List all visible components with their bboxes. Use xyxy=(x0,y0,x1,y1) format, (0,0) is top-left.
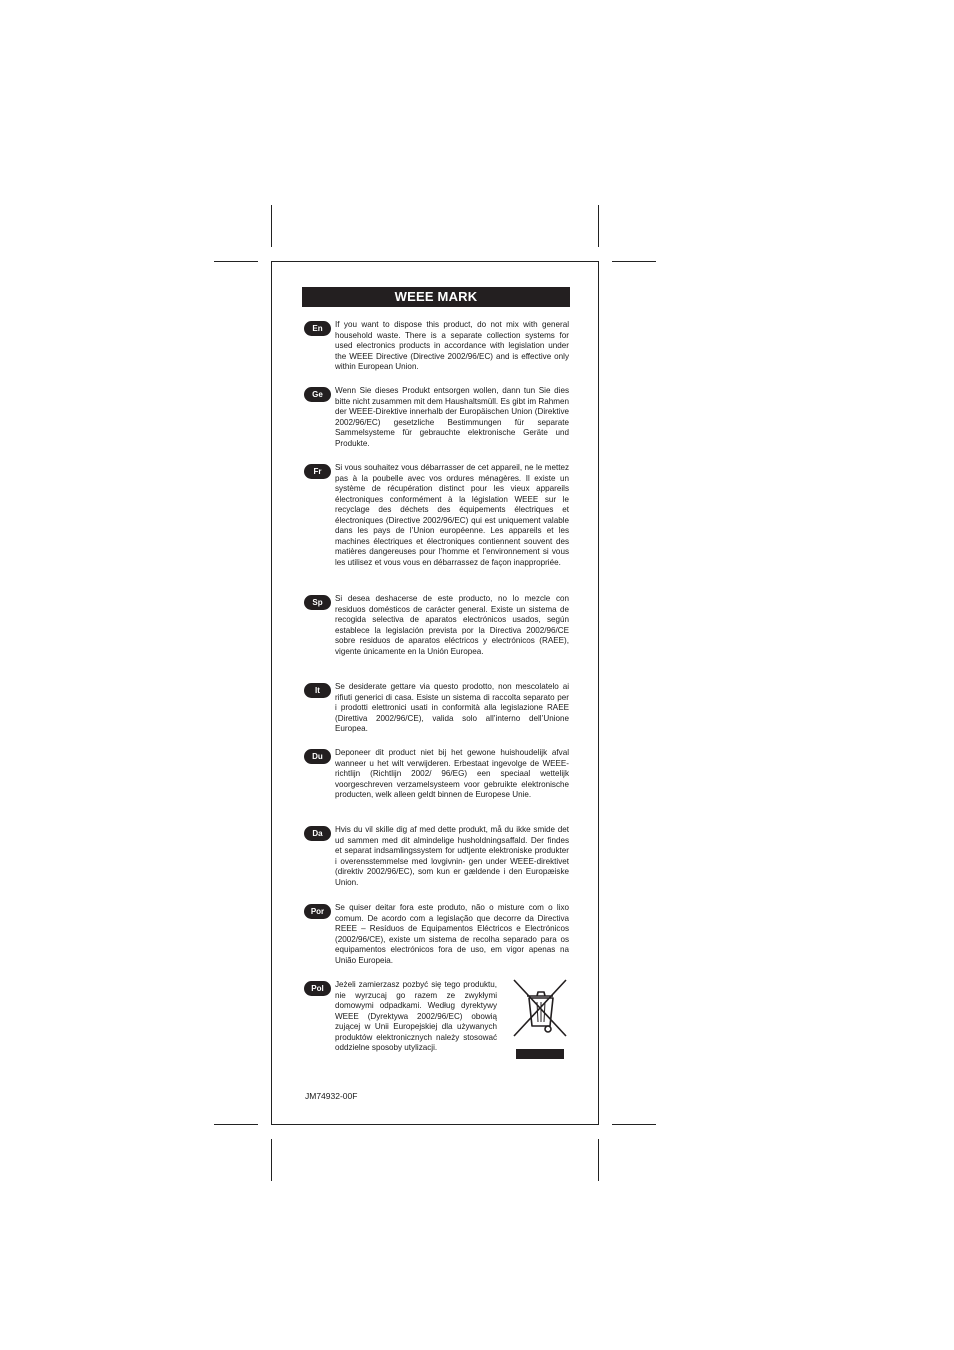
language-badge-por: Por xyxy=(304,904,331,919)
crop-mark-top-right xyxy=(598,205,599,247)
page-title: WEEE MARK xyxy=(302,287,570,307)
crop-mark-top-left xyxy=(271,205,272,247)
document-code: JM74932-00F xyxy=(305,1091,358,1101)
crossed-out-wheeled-bin-icon xyxy=(510,976,570,1066)
language-badge-da: Da xyxy=(304,826,331,841)
leaflet-sheet xyxy=(271,261,599,1125)
section-text-pol: Jeżeli zamierzasz pozbyć się tego produktu, nie wyrzucaj go razem ze zwykłymi domowymi odpadkami. Według dyrektywy WEEE (Dyrektywa 2002/96/EC) obowią zującej w Unii Europejskiej dla używanych produktów elektronicznych należy stosować oddzielne sposoby utylizacji. xyxy=(335,980,497,1052)
language-badge-pol: Pol xyxy=(304,981,331,996)
section-text-ge: Wenn Sie dieses Produkt entsorgen wollen, dann tun Sie dies bitte nicht zusammen mit dem Haushaltsmüll. Es gibt im Rahmen der WEEE-Direktive innerhalb der Europäischen Union (Direktive 2002/96/EC) gesetzliche Bestimmungen für separate Sammelsysteme für gebrauchte elektronische Geräte und Produkte. xyxy=(335,386,569,448)
crop-mark-left-bottom xyxy=(214,1124,258,1125)
section-text-it: Se desiderate gettare via questo prodotto, non mescolatelo ai rifiuti generici di casa. Esiste un sistema di raccolta separato per i prodotti elettronici usati in conformità alla legislazione RAEE (Direttiva 2002/96/CE), valida solo all’interno dell’Unione Europea. xyxy=(335,682,569,733)
crop-mark-right-bottom xyxy=(612,1124,656,1125)
language-badge-en: En xyxy=(304,321,331,336)
crop-mark-right-top xyxy=(612,261,656,262)
language-badge-it: It xyxy=(304,683,331,698)
section-text-fr: Si vous souhaitez vous débarrasser de cet appareil, ne le mettez pas à la poubelle avec vos ordures ménagères. Il existe un système de récupération distinct pour les vieux appareils électroniques conformément à la législation WEEE sur le recyclage des déchets des équipements électriques et électroniques (Directive 2002/96/EC) qui est uniquement valable dans les pays de l’Union européenne. Les appareils et les machines électriques et électroniques contiennent souvent des matières dangereuses pour l’homme et l’environnement si vous les utilisez et vous vous en débarrassez de façon inappropriée. xyxy=(335,463,569,567)
language-badge-fr: Fr xyxy=(304,464,331,479)
language-badge-du: Du xyxy=(304,749,331,764)
crop-mark-bottom-left xyxy=(271,1139,272,1181)
language-badge-sp: Sp xyxy=(304,595,331,610)
section-text-du: Deponeer dit product niet bij het gewone huishoudelijk afval wanneer u het wilt verwijderen. Erbestaat ingevolge de WEEE-richtlijn (Richtlijn 2002/ 96/EG) een speciaal wettelijk voorgeschreven verzamelsysteem voor gebruikte elektronische producten, welk alleen geldt binnen de Europese Unie. xyxy=(335,748,569,799)
section-text-en: If you want to dispose this product, do not mix with general household waste. There is a separate collection systems for used electronics products in accordance with legislation under the WEEE Directive (Directive 2002/96/EC) and is effective only within European Union. xyxy=(335,320,569,371)
crop-mark-bottom-right xyxy=(598,1139,599,1181)
section-text-por: Se quiser deitar fora este produto, não o misture com o lixo comum. De acordo com a legislação que decorre da Directiva REEE – Resíduos de Equipamentos Eléctricos e Electrónicos (2002/96/CE), existe um sistema de recolha separado para os equipamentos electrónicos fora de uso, em vigor apenas na União Europeia. xyxy=(335,903,569,965)
language-badge-ge: Ge xyxy=(304,387,331,402)
crop-mark-left-top xyxy=(214,261,258,262)
section-text-sp: Si desea deshacerse de este producto, no lo mezcle con residuos domésticos de carácter general. Existe un sistema de recogida selectiva de aparatos electrónicos usados, según establece la legislación prevista por la Directiva 2002/96/CE sobre residuos de aparatos eléctricos y electrónicos (RAEE), vigente únicamente en la Unión Europea. xyxy=(335,594,569,656)
section-text-da: Hvis du vil skille dig af med dette produkt, må du ikke smide det ud sammen med dit almindelige husholdningsaffald. Der findes et separat indsamlingssystem for udtjente elektroniske produkter i overensstemmelse med lovgivnin- gen under WEEE-direktivet (direktiv 2002/96/EC), som kun er gældende i den Europæiske Union. xyxy=(335,825,569,887)
